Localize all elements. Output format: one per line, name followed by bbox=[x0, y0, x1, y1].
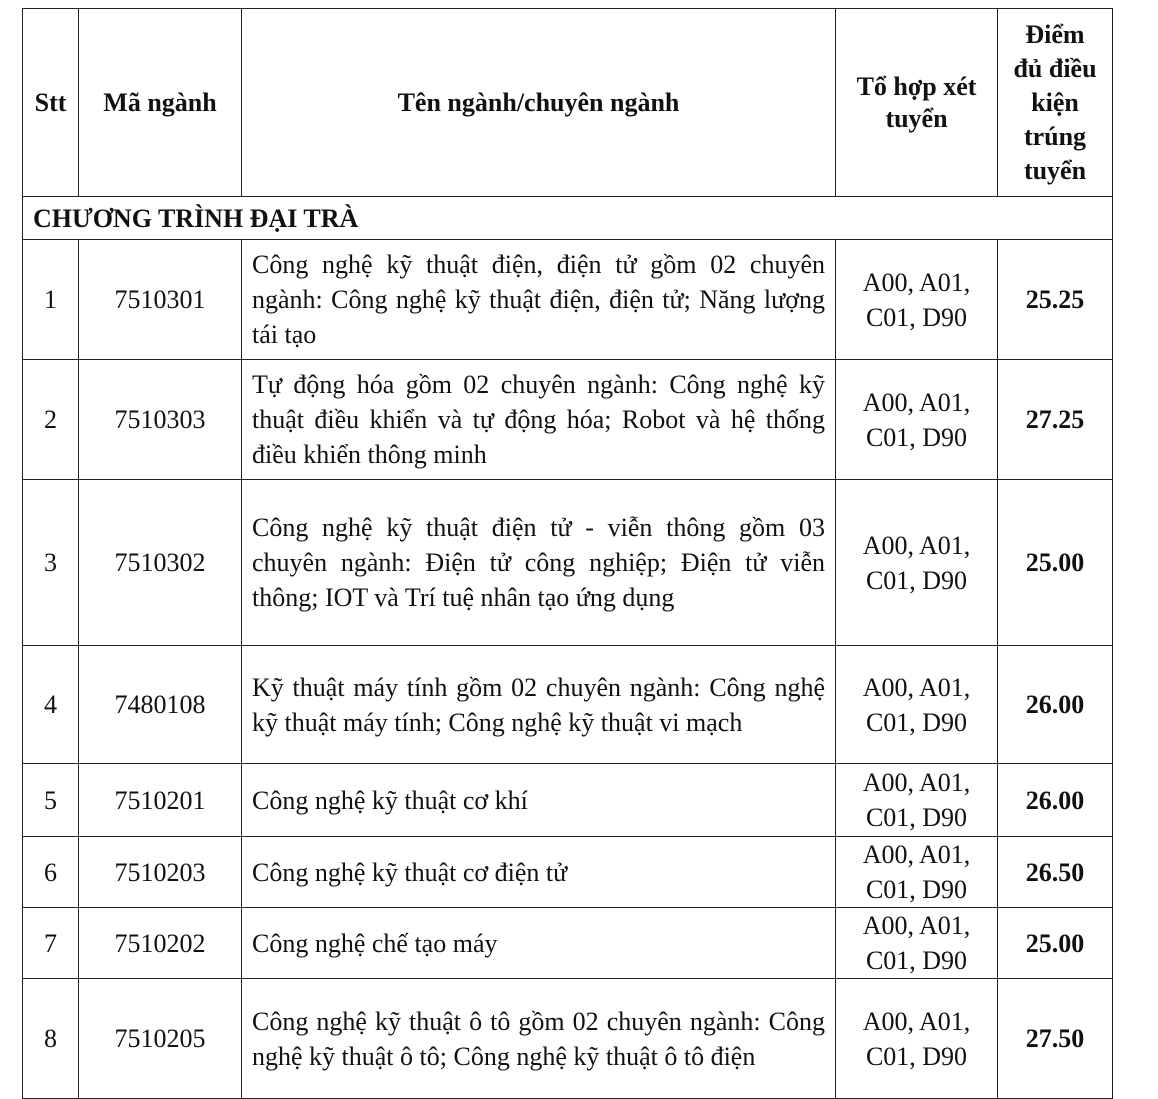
table-row bbox=[23, 240, 1113, 360]
cell-stt: 6 bbox=[23, 837, 79, 908]
cell-ma-nganh: 7510302 bbox=[79, 480, 242, 646]
cell-diem: 26.50 bbox=[998, 837, 1113, 908]
table-row bbox=[23, 837, 1113, 908]
section-title: CHƯƠNG TRÌNH ĐẠI TRÀ bbox=[23, 197, 1113, 240]
cell-stt: 8 bbox=[23, 979, 79, 1099]
cell-to-hop: A00, A01, C01, D90 bbox=[836, 480, 998, 646]
cell-ten-nganh: Công nghệ kỹ thuật cơ điện tử bbox=[242, 837, 836, 908]
cell-ma-nganh: 7480108 bbox=[79, 646, 242, 764]
cell-to-hop: A00, A01, C01, D90 bbox=[836, 646, 998, 764]
cell-ten-nganh: Công nghệ chế tạo máy bbox=[242, 908, 836, 979]
header-stt: Stt bbox=[23, 9, 79, 197]
header-ten-nganh: Tên ngành/chuyên ngành bbox=[242, 9, 836, 197]
cell-ma-nganh: 7510205 bbox=[79, 979, 242, 1099]
cell-ma-nganh: 7510301 bbox=[79, 240, 242, 360]
header-ma-nganh: Mã ngành bbox=[79, 9, 242, 197]
cell-ma-nganh: 7510201 bbox=[79, 764, 242, 837]
cell-diem: 27.50 bbox=[998, 979, 1113, 1099]
header-to-hop: Tổ hợp xét tuyển bbox=[836, 9, 998, 197]
table-row bbox=[23, 360, 1113, 480]
cell-to-hop: A00, A01, C01, D90 bbox=[836, 837, 998, 908]
cell-to-hop: A00, A01, C01, D90 bbox=[836, 979, 998, 1099]
cell-to-hop: A00, A01, C01, D90 bbox=[836, 908, 998, 979]
cell-ten-nganh: Công nghệ kỹ thuật điện, điện tử gồm 02 chuyên ngành: Công nghệ kỹ thuật điện, điện tử; Năng lượng tái tạo bbox=[242, 240, 836, 360]
cell-diem: 25.00 bbox=[998, 480, 1113, 646]
cell-stt: 2 bbox=[23, 360, 79, 480]
cell-stt: 3 bbox=[23, 480, 79, 646]
cell-ten-nganh: Công nghệ kỹ thuật cơ khí bbox=[242, 764, 836, 837]
cell-diem: 27.25 bbox=[998, 360, 1113, 480]
cell-stt: 5 bbox=[23, 764, 79, 837]
section-row bbox=[23, 197, 1113, 240]
cell-ma-nganh: 7510203 bbox=[79, 837, 242, 908]
admission-score-table bbox=[22, 8, 1113, 1099]
table-row bbox=[23, 979, 1113, 1099]
cell-stt: 7 bbox=[23, 908, 79, 979]
header-diem: Điểm đủ điều kiện trúng tuyển bbox=[998, 9, 1113, 197]
cell-diem: 25.00 bbox=[998, 908, 1113, 979]
cell-ten-nganh: Công nghệ kỹ thuật ô tô gồm 02 chuyên ngành: Công nghệ kỹ thuật ô tô; Công nghệ kỹ thuật ô tô điện bbox=[242, 979, 836, 1099]
table-row bbox=[23, 646, 1113, 764]
cell-ma-nganh: 7510303 bbox=[79, 360, 242, 480]
cell-diem: 25.25 bbox=[998, 240, 1113, 360]
header-row bbox=[23, 9, 1113, 197]
cell-stt: 4 bbox=[23, 646, 79, 764]
table-row bbox=[23, 908, 1113, 979]
cell-to-hop: A00, A01, C01, D90 bbox=[836, 240, 998, 360]
cell-ma-nganh: 7510202 bbox=[79, 908, 242, 979]
table-row bbox=[23, 764, 1113, 837]
cell-diem: 26.00 bbox=[998, 646, 1113, 764]
cell-ten-nganh: Tự động hóa gồm 02 chuyên ngành: Công nghệ kỹ thuật điều khiển và tự động hóa; Robot và hệ thống điều khiển thông minh bbox=[242, 360, 836, 480]
cell-ten-nganh: Công nghệ kỹ thuật điện tử - viễn thông gồm 03 chuyên ngành: Điện tử công nghiệp; Điện tử viễn thông; IOT và Trí tuệ nhân tạo ứng dụng bbox=[242, 480, 836, 646]
cell-to-hop: A00, A01, C01, D90 bbox=[836, 360, 998, 480]
cell-to-hop: A00, A01, C01, D90 bbox=[836, 764, 998, 837]
cell-stt: 1 bbox=[23, 240, 79, 360]
cell-ten-nganh: Kỹ thuật máy tính gồm 02 chuyên ngành: Công nghệ kỹ thuật máy tính; Công nghệ kỹ thuật vi mạch bbox=[242, 646, 836, 764]
cell-diem: 26.00 bbox=[998, 764, 1113, 837]
table-row bbox=[23, 480, 1113, 646]
